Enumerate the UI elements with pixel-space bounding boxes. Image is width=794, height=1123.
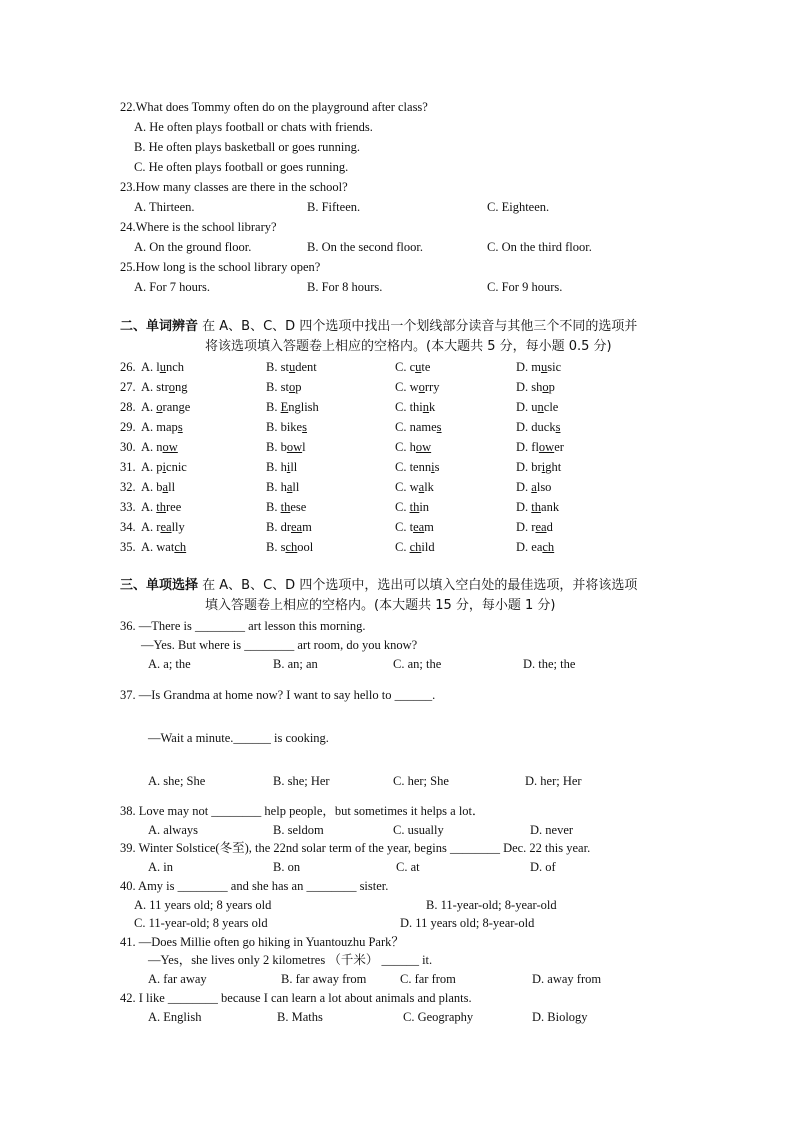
option-36a: A. a; the (148, 657, 191, 671)
phonics-option-b (266, 379, 301, 395)
phonics-option-c (395, 379, 439, 395)
word-part: A. b (141, 480, 163, 494)
word-part: A. (141, 500, 157, 514)
word-part: D. (516, 500, 532, 514)
underlined-letters: u (288, 360, 296, 374)
phonics-option-d (516, 459, 561, 475)
phonics-option-c (395, 479, 434, 495)
underlined-letters: ch (174, 540, 187, 554)
underlined-letters: ea (413, 520, 425, 534)
underlined-letters: ch (409, 540, 422, 554)
word-part: A. p (141, 460, 163, 474)
word-part: ild (421, 540, 435, 554)
section-2-title: 二、单词辨音 (120, 319, 199, 334)
option-37d: D. her; Her (525, 774, 582, 788)
option-39d: D. of (530, 860, 556, 874)
underlined-letters: th (409, 500, 420, 514)
phonics-row (0, 479, 794, 495)
word-part: p (548, 380, 555, 394)
question-41-line-1: 41. —Does Millie often go hiking in Yuantouzhu Park？ (120, 935, 404, 949)
word-part: B. b (266, 440, 287, 454)
phonics-option-b (266, 499, 306, 515)
underlined-letters: a (162, 480, 169, 494)
underlined-letters: u (159, 360, 166, 374)
underlined-letters: ow (286, 440, 303, 454)
phonics-option-d (516, 479, 551, 495)
underlined-letters: ow (162, 440, 178, 454)
word-part: cnic (166, 460, 187, 474)
phonics-number: 27. (120, 380, 136, 394)
phonics-option-b (266, 459, 297, 475)
word-part: ll (168, 480, 176, 494)
phonics-option-d (516, 539, 554, 555)
option-23b: B. Fifteen. (307, 200, 361, 214)
option-41d: D. away from (532, 972, 602, 986)
phonics-option-a (141, 399, 190, 415)
phonics-option-d (516, 419, 560, 435)
word-part: ank (541, 500, 560, 514)
question-37-line-2: —Wait a minute.______ is cooking. (148, 731, 329, 745)
phonics-number: 32. (120, 480, 136, 494)
option-36c: C. an; the (393, 657, 442, 671)
underlined-letters: s (177, 420, 183, 434)
question-39: 39. Winter Solstice(冬至), the 22nd solar term of the year, begins ________ Dec. 22 this year. (120, 841, 591, 855)
option-36b: B. an; an (273, 657, 318, 671)
word-part: D. (516, 480, 532, 494)
option-41c: C. far from (400, 972, 456, 986)
underlined-letters: o (542, 380, 549, 394)
option-41a: A. far away (148, 972, 207, 986)
phonics-option-c (395, 399, 435, 415)
word-part: B. (266, 500, 281, 514)
word-part: C. name (395, 420, 437, 434)
word-part: nch (166, 360, 185, 374)
question-36-line-2: —Yes. But where is ________ art room, do you know? (141, 638, 418, 652)
option-38a: A. always (148, 823, 198, 837)
option-24b: B. On the second floor. (307, 240, 423, 254)
phonics-option-a (141, 519, 185, 535)
section-2-heading (120, 318, 637, 336)
option-40d: D. 11 years old; 8-year-old (400, 916, 535, 930)
option-40b: B. 11-year-old; 8-year-old (426, 898, 557, 912)
question-40: 40. Amy is ________ and she has an ________ sister. (120, 879, 389, 893)
word-part: B. bike (266, 420, 303, 434)
underlined-letters: o (288, 380, 296, 394)
phonics-option-a (141, 359, 184, 375)
word-part: m (424, 520, 434, 534)
phonics-option-a (141, 499, 181, 515)
underlined-letters: th (280, 500, 291, 514)
phonics-option-c (395, 359, 430, 375)
phonics-option-b (266, 539, 313, 555)
phonics-row (0, 399, 794, 415)
phonics-row (0, 459, 794, 475)
option-23c: C. Eighteen. (487, 200, 550, 214)
underlined-letters: s (436, 420, 442, 434)
phonics-number: 33. (120, 500, 136, 514)
option-25c: C. For 9 hours. (487, 280, 563, 294)
phonics-number: 34. (120, 520, 136, 534)
word-part: D. sh (516, 380, 543, 394)
underlined-letters: u (415, 360, 422, 374)
phonics-option-d (516, 439, 564, 455)
option-40a: A. 11 years old; 8 years old (134, 898, 272, 912)
question-41-line-2: —Yes，she lives only 2 kilometres （千米） ______ it. (148, 953, 433, 967)
word-part: p (295, 380, 302, 394)
underlined-letters: th (531, 500, 542, 514)
option-22c: C. He often plays football or goes running. (134, 160, 349, 174)
underlined-letters: s (555, 420, 561, 434)
word-part: k (429, 400, 436, 414)
word-part: ree (166, 500, 182, 514)
section-2-instruction-1: 在 A、B、C、D 四个选项中找出一个划线部分读音与其他三个不同的选项并 (202, 319, 638, 334)
word-part: in (419, 500, 430, 514)
phonics-option-b (266, 519, 312, 535)
phonics-option-b (266, 439, 306, 455)
word-part: C. thi (395, 400, 423, 414)
option-42a: A. English (148, 1010, 202, 1024)
option-24a: A. On the ground floor. (134, 240, 252, 254)
phonics-row (0, 439, 794, 455)
word-part: ng (175, 380, 188, 394)
phonics-number: 29. (120, 420, 136, 434)
underlined-letters: i (541, 460, 546, 474)
underlined-letters: o (156, 400, 163, 414)
option-39a: A. in (148, 860, 173, 874)
underlined-letters: n (422, 400, 430, 414)
word-part: C. h (395, 440, 416, 454)
word-part: ese (290, 500, 307, 514)
underlined-letters: ea (291, 520, 303, 534)
word-part: rry (424, 380, 440, 394)
option-22a: A. He often plays football or chats with friends. (134, 120, 373, 134)
underlined-letters: ea (535, 520, 547, 534)
phonics-option-a (141, 419, 183, 435)
option-41b: B. far away from (281, 972, 367, 986)
word-part: range (162, 400, 191, 414)
word-part: D. r (516, 520, 536, 534)
word-part: D. fl (516, 440, 539, 454)
word-part: dent (295, 360, 317, 374)
word-part: ool (297, 540, 314, 554)
underlined-letters: s (302, 420, 307, 434)
phonics-option-a (141, 539, 186, 555)
word-part: C. t (395, 520, 414, 534)
section-2-instruction-2: 将该选项填入答题卷上相应的空格内。(本大题共 5 分，每小题 0.5 分) (205, 339, 612, 354)
underlined-letters: E (280, 400, 289, 414)
option-36d: D. the; the (523, 657, 576, 671)
word-part: A. wat (141, 540, 175, 554)
word-part: te (421, 360, 431, 374)
word-part: B. h (266, 480, 287, 494)
word-part: C. w (395, 480, 419, 494)
option-37c: C. her; She (393, 774, 449, 788)
word-part: er (554, 440, 564, 454)
word-part: A. (141, 400, 157, 414)
option-37b: B. she; Her (273, 774, 330, 788)
underlined-letters: ow (538, 440, 555, 454)
phonics-number: 30. (120, 440, 136, 454)
option-25a: A. For 7 hours. (134, 280, 211, 294)
word-part: B. st (266, 380, 289, 394)
phonics-number: 35. (120, 540, 136, 554)
phonics-row (0, 519, 794, 535)
word-part: sic (547, 360, 562, 374)
phonics-option-c (395, 499, 429, 515)
word-part: A. map (141, 420, 178, 434)
question-25: 25.How long is the school library open? (120, 260, 321, 274)
option-38b: B. seldom (273, 823, 324, 837)
phonics-row (0, 419, 794, 435)
word-part: cle (543, 400, 559, 414)
word-part: C. c (395, 360, 416, 374)
option-25b: B. For 8 hours. (307, 280, 383, 294)
section-3-title: 三、单项选择 (120, 578, 199, 593)
phonics-option-c (395, 439, 431, 455)
word-part: d (546, 520, 553, 534)
option-22b: B. He often plays basketball or goes running. (134, 140, 360, 154)
phonics-option-d (516, 359, 561, 375)
question-38: 38. Love may not ________ help people，but sometimes it helps a lot． (120, 804, 485, 818)
phonics-row (0, 499, 794, 515)
underlined-letters: o (418, 380, 425, 394)
underlined-letters: i (286, 460, 291, 474)
question-36-line-1: 36. —There is ________ art lesson this morning. (120, 619, 366, 633)
word-part: D. duck (516, 420, 556, 434)
option-40c: C. 11-year-old; 8 years old (134, 916, 268, 930)
phonics-option-a (141, 479, 175, 495)
section-3-instruction-1: 在 A、B、C、D 四个选项中，选出可以填入空白处的最佳选项，并将该选项 (202, 578, 638, 593)
option-42b: B. Maths (277, 1010, 323, 1024)
word-part: ll (292, 480, 300, 494)
phonics-option-c (395, 539, 435, 555)
phonics-row (0, 379, 794, 395)
phonics-number: 28. (120, 400, 136, 414)
phonics-option-b (266, 479, 299, 495)
phonics-option-a (141, 379, 188, 395)
word-part: D. u (516, 400, 538, 414)
word-part: C. tenn (395, 460, 432, 474)
phonics-option-b (266, 419, 307, 435)
phonics-number: 26. (120, 360, 136, 374)
question-22: 22.What does Tommy often do on the playground after class? (120, 100, 428, 114)
underlined-letters: ea (160, 520, 172, 534)
word-part: A. r (141, 520, 161, 534)
phonics-row (0, 359, 794, 375)
word-part: ght (545, 460, 562, 474)
word-part: B. h (266, 460, 287, 474)
word-part: D. m (516, 360, 541, 374)
phonics-option-d (516, 519, 553, 535)
word-part: l (302, 440, 306, 454)
word-part: m (302, 520, 312, 534)
word-part: A. n (141, 440, 163, 454)
underlined-letters: a (418, 480, 425, 494)
word-part: lso (536, 480, 552, 494)
option-24c: C. On the third floor. (487, 240, 592, 254)
underlined-letters: ch (285, 540, 298, 554)
phonics-option-c (395, 519, 434, 535)
option-42c: C. Geography (403, 1010, 474, 1024)
option-39c: C. at (396, 860, 420, 874)
phonics-option-c (395, 419, 442, 435)
word-part: B. (266, 400, 281, 414)
word-part: lly (171, 520, 185, 534)
underlined-letters: a (286, 480, 293, 494)
option-42d: D. Biology (532, 1010, 588, 1024)
underlined-letters: i (431, 460, 435, 474)
phonics-option-a (141, 439, 178, 455)
question-42: 42. I like ________ because I can learn a lot about animals and plants. (120, 991, 472, 1005)
section-3-heading (120, 577, 637, 595)
word-part: B. dr (266, 520, 291, 534)
phonics-option-a (141, 459, 187, 475)
underlined-letters: o (168, 380, 176, 394)
word-part: B. st (266, 360, 289, 374)
section-3-instruction-2: 填入答题卷上相应的空格内。(本大题共 15 分，每小题 1 分) (205, 598, 556, 613)
phonics-option-d (516, 399, 558, 415)
phonics-row (0, 539, 794, 555)
phonics-option-d (516, 499, 559, 515)
underlined-letters: ow (415, 440, 432, 454)
option-23a: A. Thirteen. (134, 200, 195, 214)
underlined-letters: n (537, 400, 544, 414)
word-part: A. l (141, 360, 160, 374)
question-23: 23.How many classes are there in the school? (120, 180, 348, 194)
option-37a: A. she; She (148, 774, 206, 788)
word-part: nglish (288, 400, 319, 414)
word-part: D. ea (516, 540, 543, 554)
phonics-option-b (266, 399, 319, 415)
word-part: B. s (266, 540, 286, 554)
underlined-letters: ch (542, 540, 555, 554)
underlined-letters: i (162, 460, 167, 474)
word-part: C. (395, 500, 410, 514)
question-37-line-1: 37. —Is Grandma at home now? I want to say hello to ______. (120, 688, 436, 702)
word-part: ll (290, 460, 298, 474)
phonics-option-d (516, 379, 555, 395)
question-24: 24.Where is the school library? (120, 220, 277, 234)
phonics-option-b (266, 359, 317, 375)
word-part: C. (395, 540, 410, 554)
underlined-letters: u (541, 360, 548, 374)
phonics-number: 31. (120, 460, 136, 474)
word-part: lk (424, 480, 434, 494)
option-38c: C. usually (393, 823, 444, 837)
word-part: C. w (395, 380, 419, 394)
option-39b: B. on (273, 860, 301, 874)
phonics-option-c (395, 459, 439, 475)
word-part: D. br (516, 460, 542, 474)
word-part: A. str (141, 380, 169, 394)
word-part: s (434, 460, 440, 474)
underlined-letters: a (531, 480, 537, 494)
underlined-letters: th (156, 500, 167, 514)
option-38d: D. never (530, 823, 574, 837)
